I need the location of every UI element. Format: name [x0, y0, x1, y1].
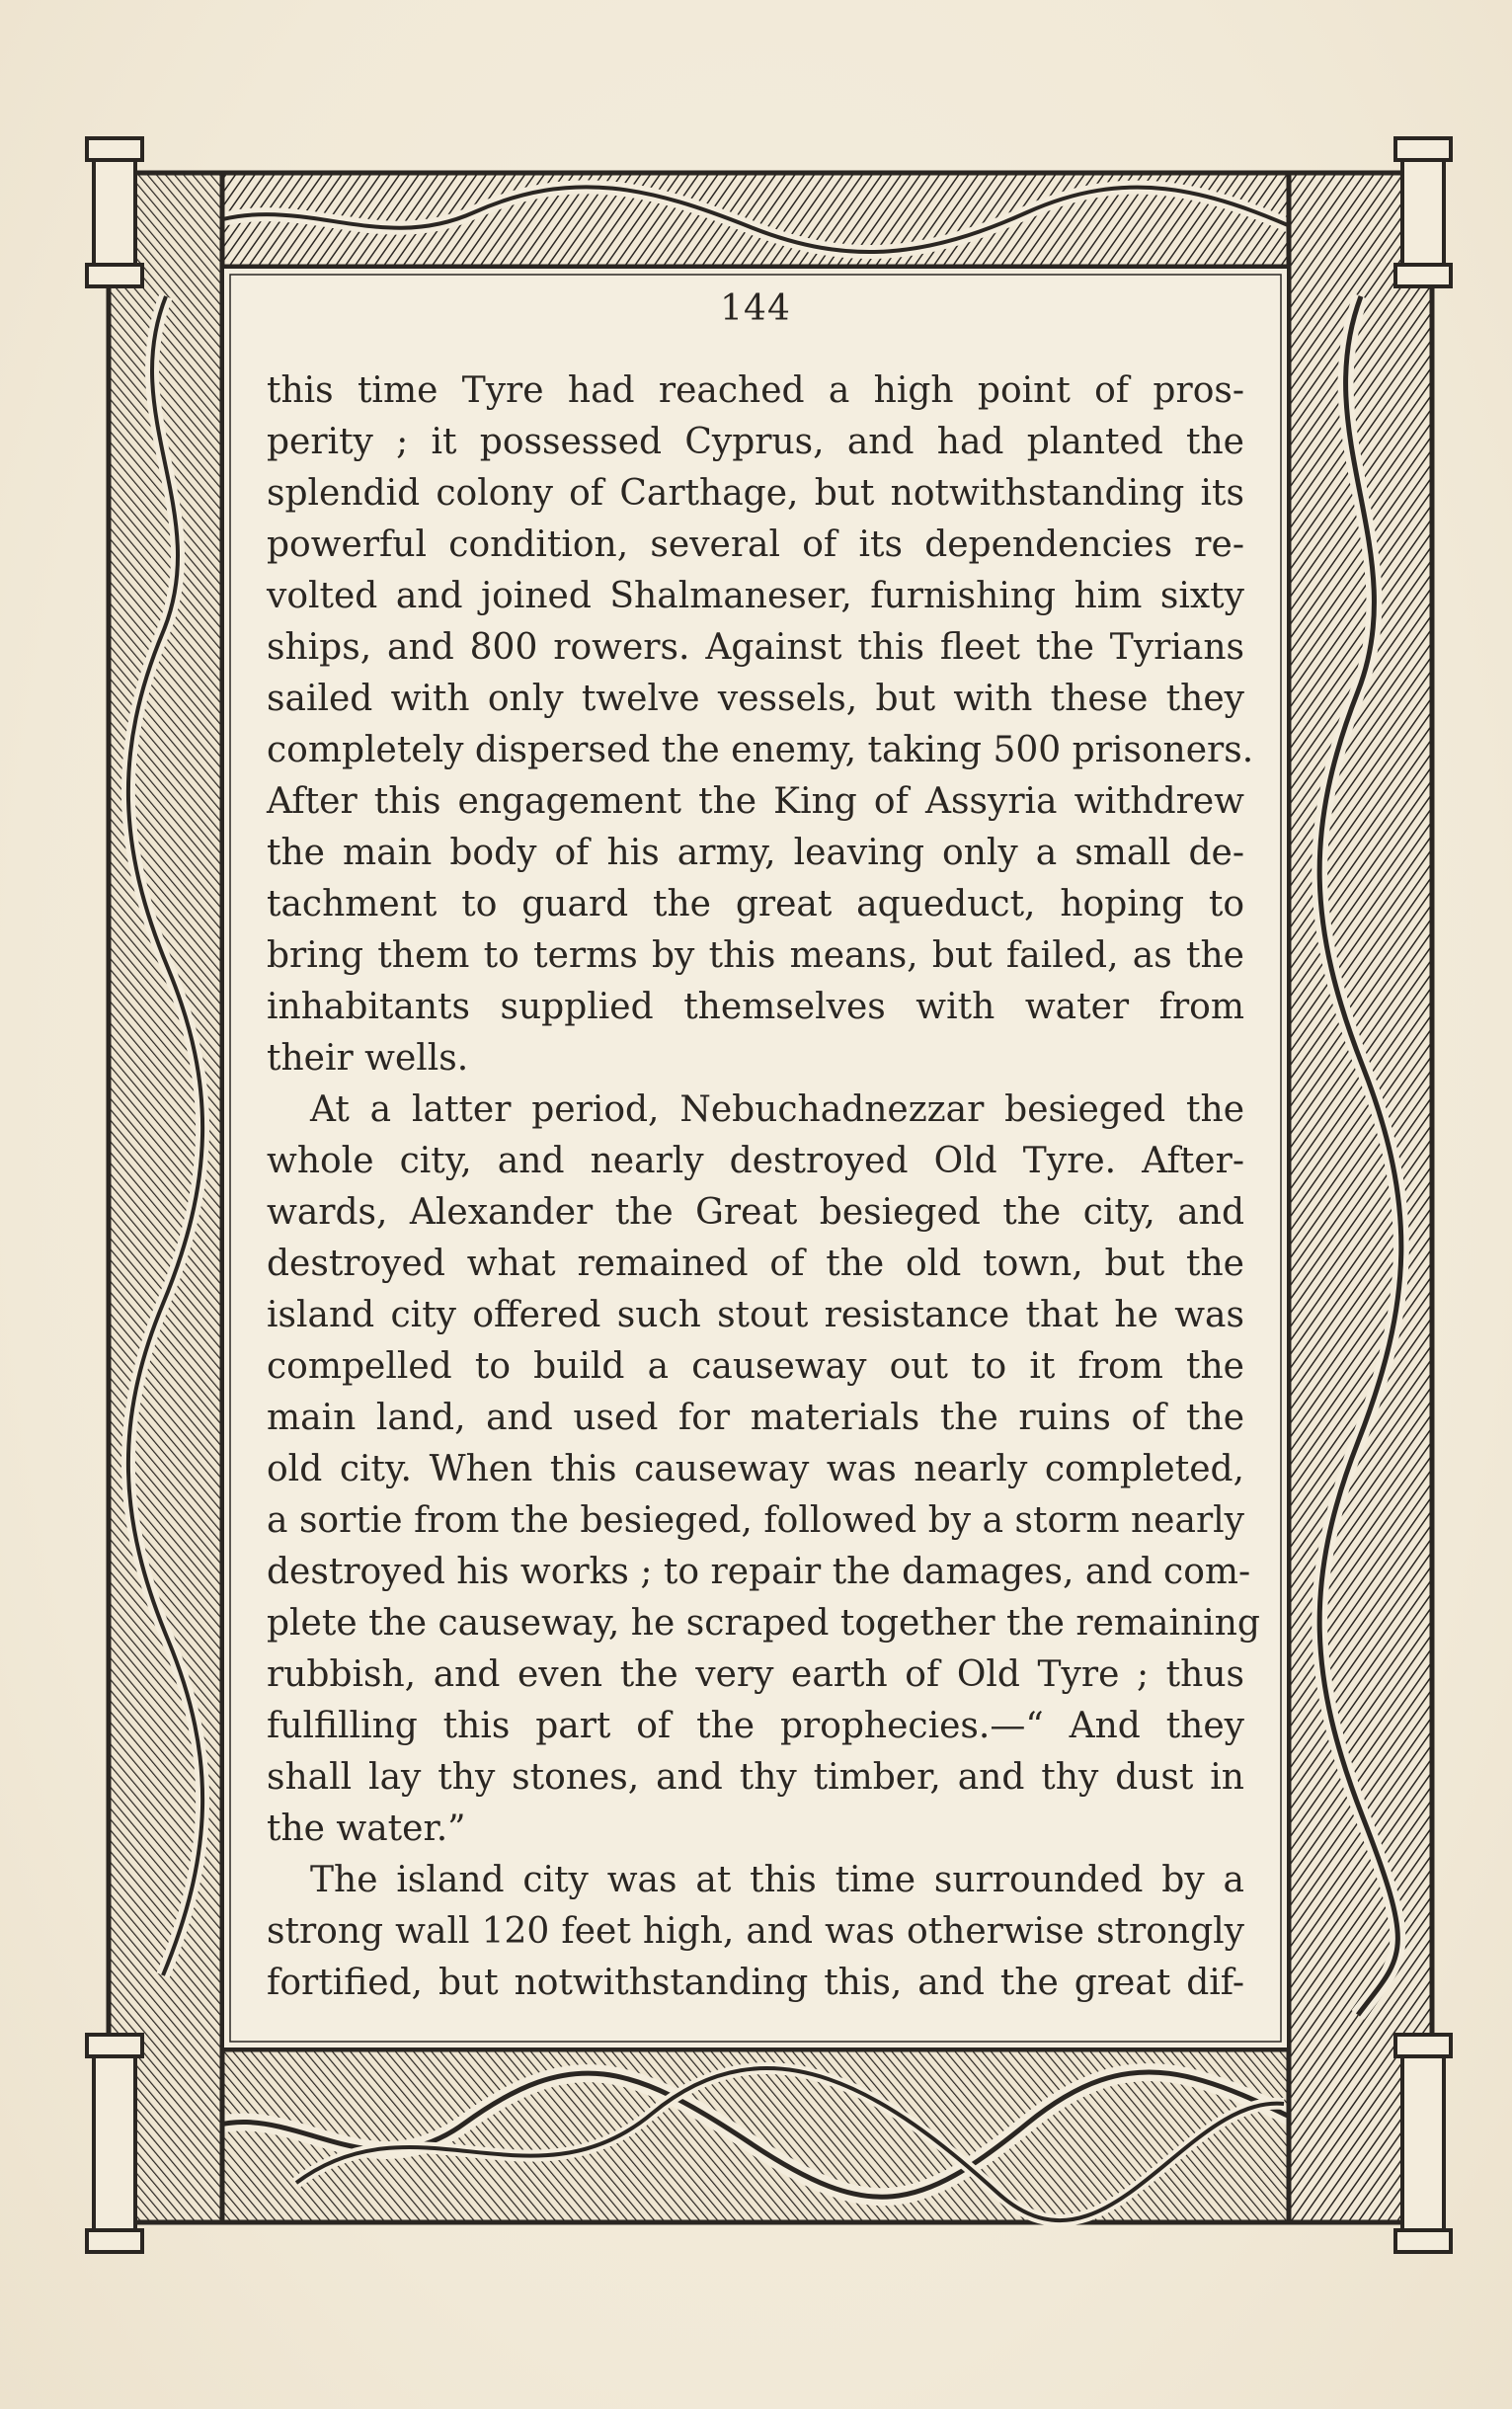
text-line: completely dispersed the enemy, taking 500 prisoners. — [267, 730, 1254, 770]
corner-post-bottom-right — [1395, 2035, 1451, 2252]
border-right-band — [1289, 173, 1432, 2222]
text-line: shall lay thy stones, and thy timber, and thy dust in — [267, 1757, 1244, 1798]
text-line: compelled to build a causeway out to it from the — [267, 1346, 1244, 1387]
text-line: The island city was at this time surrounded by a — [310, 1860, 1244, 1900]
page-text — [267, 288, 1260, 2005]
corner-post-bottom-left — [87, 2035, 142, 2252]
corner-post-top-left — [87, 138, 142, 286]
border-bottom-band — [109, 2049, 1432, 2222]
text-line: island city offered such stout resistance that he was — [267, 1295, 1244, 1335]
text-line: perity ; it possessed Cyprus, and had planted the — [267, 422, 1244, 462]
text-line: fulfilling this part of the prophecies.—“ And they — [267, 1706, 1244, 1746]
text-line: the main body of his army, leaving only a small de- — [267, 833, 1244, 873]
text-line: inhabitants supplied themselves with water from — [267, 987, 1244, 1027]
text-line: a sortie from the besieged, followed by a storm nearly — [267, 1500, 1244, 1541]
text-line: tachment to guard the great aqueduct, hoping to — [267, 884, 1244, 924]
text-line: bring them to terms by this means, but failed, as the — [267, 935, 1244, 976]
text-line: powerful condition, several of its dependencies re- — [267, 524, 1244, 565]
text-line: old city. When this causeway was nearly completed, — [267, 1449, 1244, 1489]
text-line: whole city, and nearly destroyed Old Tyre. After- — [267, 1141, 1244, 1181]
corner-post-top-right — [1395, 138, 1451, 286]
text-line: rubbish, and even the very earth of Old Tyre ; thus — [267, 1654, 1244, 1695]
text-line: plete the causeway, he scraped together the remaining — [267, 1603, 1260, 1644]
border-left-band — [109, 173, 222, 2222]
page-number: 144 — [720, 288, 791, 329]
text-line: destroyed his works ; to repair the damages, and com- — [267, 1552, 1251, 1592]
text-line: the water.” — [267, 1808, 466, 1849]
border-top-band — [109, 173, 1432, 267]
text-line: fortified, but notwithstanding this, and the great dif- — [267, 1963, 1244, 2003]
text-line: their wells. — [267, 1038, 469, 1079]
text-line: At a latter period, Nebuchadnezzar besieged the — [310, 1089, 1244, 1130]
text-line: main land, and used for materials the ruins of the — [267, 1398, 1244, 1438]
text-line: destroyed what remained of the old town, but the — [267, 1244, 1244, 1284]
text-line: After this engagement the King of Assyria withdrew — [267, 781, 1244, 822]
text-line: strong wall 120 feet high, and was otherwise strongly — [267, 1911, 1244, 1952]
text-line: this time Tyre had reached a high point of pros- — [267, 370, 1244, 411]
text-line: wards, Alexander the Great besieged the city, and — [267, 1192, 1244, 1233]
text-line: sailed with only twelve vessels, but with these they — [267, 679, 1244, 719]
text-line: volted and joined Shalmaneser, furnishing him sixty — [267, 576, 1244, 616]
text-line: splendid colony of Carthage, but notwithstanding its — [267, 473, 1244, 514]
text-line: ships, and 800 rowers. Against this fleet the Tyrians — [267, 627, 1244, 668]
